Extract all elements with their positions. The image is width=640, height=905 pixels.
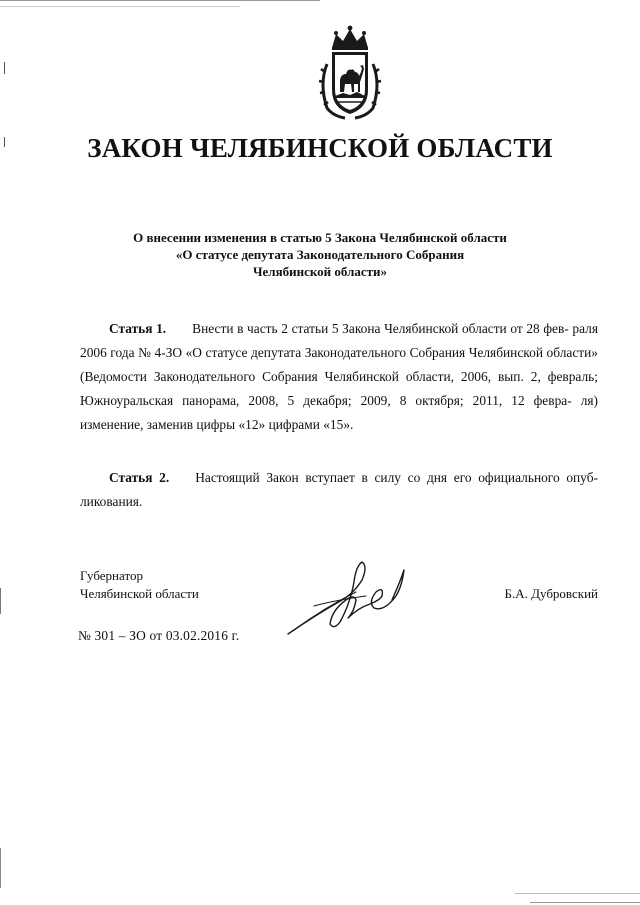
- article-text-line: Внести в часть 2 статьи 5 Закона Челябинской области от 28 фев-: [192, 321, 569, 336]
- scan-edge-bottom: [515, 893, 640, 894]
- article-1: [80, 317, 598, 437]
- scan-margin-mark: [0, 848, 1, 888]
- article-label: Статья 2.: [109, 470, 170, 485]
- article-text-line: раля 2006 года № 4-ЗО «О статусе депутата Законодательного Собрания Челябинской: [80, 321, 598, 360]
- handwritten-signature-icon: [284, 556, 412, 638]
- article-text-line: ликования.: [80, 494, 143, 509]
- scan-margin-mark: [0, 588, 1, 614]
- scan-edge-bottom-2: [530, 902, 640, 903]
- article-text-line: февраль; Южноуральская панорама, 2008, 5 декабря; 2009, 8 октября; 2011, 12 февра-: [80, 369, 598, 408]
- article-text-line: области» (Ведомости Законодательного Собрания Челябинской области, 2006, вып. 2,: [80, 345, 598, 384]
- chelyabinsk-coat-of-arms-icon: [315, 24, 385, 122]
- article-paragraph: [80, 466, 598, 514]
- governor-name: Б.А. Дубровский: [504, 586, 598, 601]
- subject-line: О внесении изменения в статью 5 Закона Челябинской области: [133, 230, 507, 245]
- article-text-line: Настоящий Закон вступает в силу со дня его официального опуб-: [195, 470, 598, 485]
- scan-edge-top: [0, 0, 320, 1]
- article-2: [80, 466, 598, 514]
- subject-line: «О статусе депутата Законодательного Собрания: [175, 247, 465, 262]
- article-text-line: ля) изменение, заменив цифры «12» цифрами «15».: [80, 393, 598, 432]
- article-paragraph: [80, 317, 598, 437]
- subject-line: Челябинской области»: [252, 264, 388, 279]
- governor-title: [80, 567, 199, 603]
- governor-title-line: Губернатор: [80, 568, 143, 583]
- governor-title-line: Челябинской области: [80, 586, 199, 601]
- scan-edge-top-2: [0, 6, 240, 7]
- scan-margin-mark: [4, 62, 5, 74]
- law-subject: [100, 229, 540, 280]
- law-number: № 301 – ЗО от 03.02.2016 г.: [78, 628, 240, 643]
- article-label: Статья 1.: [109, 321, 167, 336]
- law-title: ЗАКОН ЧЕЛЯБИНСКОЙ ОБЛАСТИ: [87, 133, 553, 163]
